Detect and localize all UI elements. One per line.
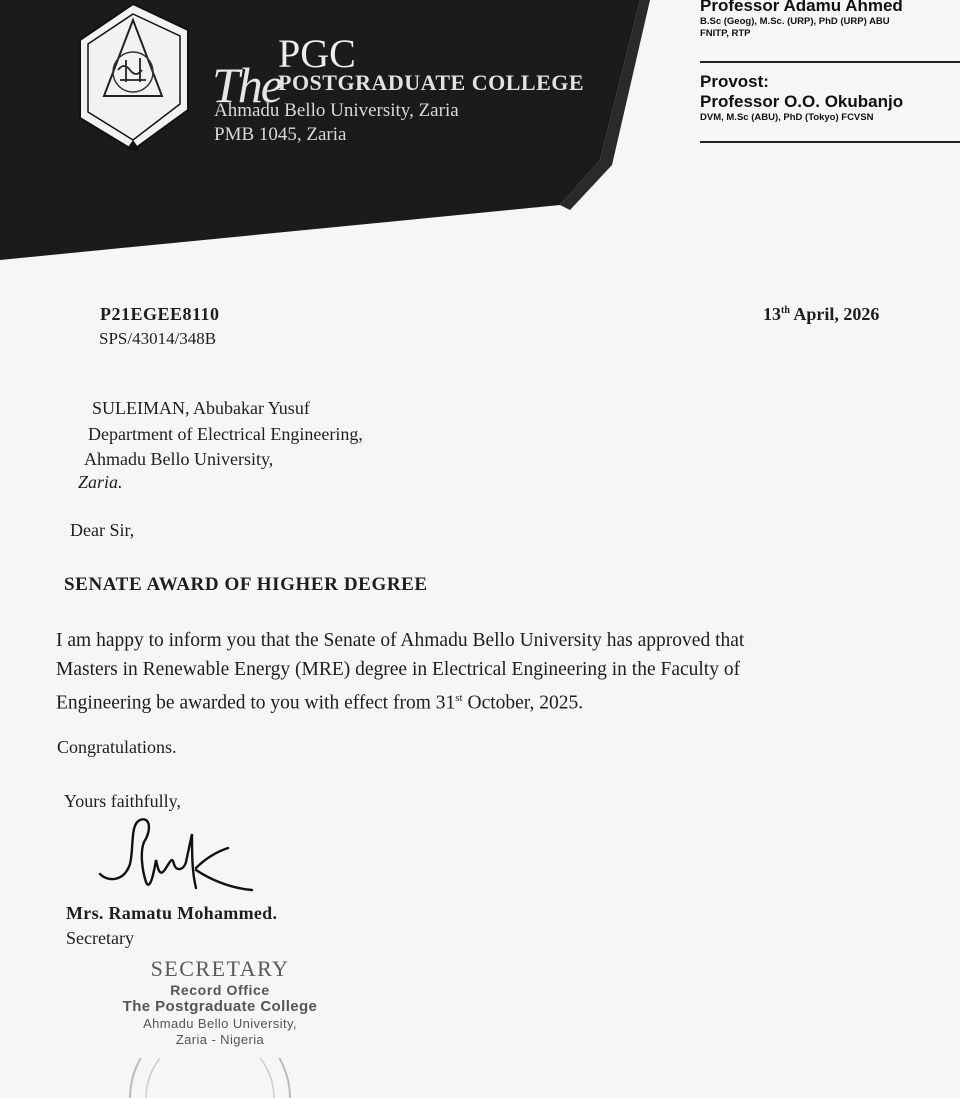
recipient-city: Zaria. (78, 472, 123, 492)
letter-body (56, 626, 960, 718)
brand-university: Ahmadu Bello University, Zaria (214, 100, 459, 121)
header-divider (700, 141, 960, 143)
head-officer-quals-1: B.Sc (Geog), M.Sc. (URP), PhD (URP) ABU (700, 16, 890, 27)
body-line: I am happy to inform you that the Senate of Ahmadu Bello University has approved that (56, 630, 745, 651)
salutation: Dear Sir, (70, 520, 135, 540)
brand-the-mark: The (212, 57, 281, 113)
signatory-name: Mrs. Ramatu Mohammed. (66, 903, 278, 923)
header-divider (700, 61, 960, 63)
brand-college-name: POSTGRADUATE COLLEGE (278, 70, 585, 95)
body-line: Engineering be awarded to you with effect from 31st October, 2025. (56, 692, 584, 714)
signatory-title: Secretary (66, 928, 134, 948)
head-officer-name: Professor Adamu Ahmed (700, 0, 903, 15)
recipient-name: SULEIMAN, Abubakar Yusuf (92, 398, 310, 418)
provost-name: Professor O.O. Okubanjo (700, 92, 904, 111)
valediction: Yours faithfully, (64, 791, 182, 811)
registration-number: P21EGEE8110 (100, 304, 220, 324)
file-reference: SPS/43014/348B (99, 329, 217, 348)
letterhead-banner (0, 0, 960, 270)
stamp-college: The Postgraduate College (122, 998, 318, 1015)
body-line: Masters in Renewable Energy (MRE) degree in Electrical Engineering in the Faculty of (56, 659, 741, 680)
stamp-office: Record Office (170, 982, 270, 998)
office-stamp (90, 956, 350, 1047)
recipient-department: Department of Electrical Engineering, (88, 424, 363, 444)
head-officer-quals-2: FNITP, RTP (700, 28, 751, 39)
congratulations: Congratulations. (57, 737, 177, 757)
brand-postal-address: PMB 1045, Zaria (214, 124, 347, 145)
head-officer-block (700, 0, 903, 40)
letter-date: 13th April, 2026 (763, 304, 880, 324)
round-seal-icon (120, 1058, 300, 1098)
provost-block (700, 72, 903, 124)
stamp-title: SECRETARY (150, 956, 290, 981)
stamp-university: Ahmadu Bello University, (143, 1016, 297, 1031)
provost-quals: DVM, M.Sc (ABU), PhD (Tokyo) FCVSN (700, 112, 874, 123)
stamp-location: Zaria - Nigeria (175, 1032, 265, 1047)
recipient-institution: Ahmadu Bello University, (84, 449, 274, 469)
handwritten-signature-icon (88, 812, 258, 902)
letter-subject: SENATE AWARD OF HIGHER DEGREE (64, 574, 428, 595)
brand-acronym: PGC (278, 31, 356, 76)
provost-role: Provost: (700, 72, 769, 91)
